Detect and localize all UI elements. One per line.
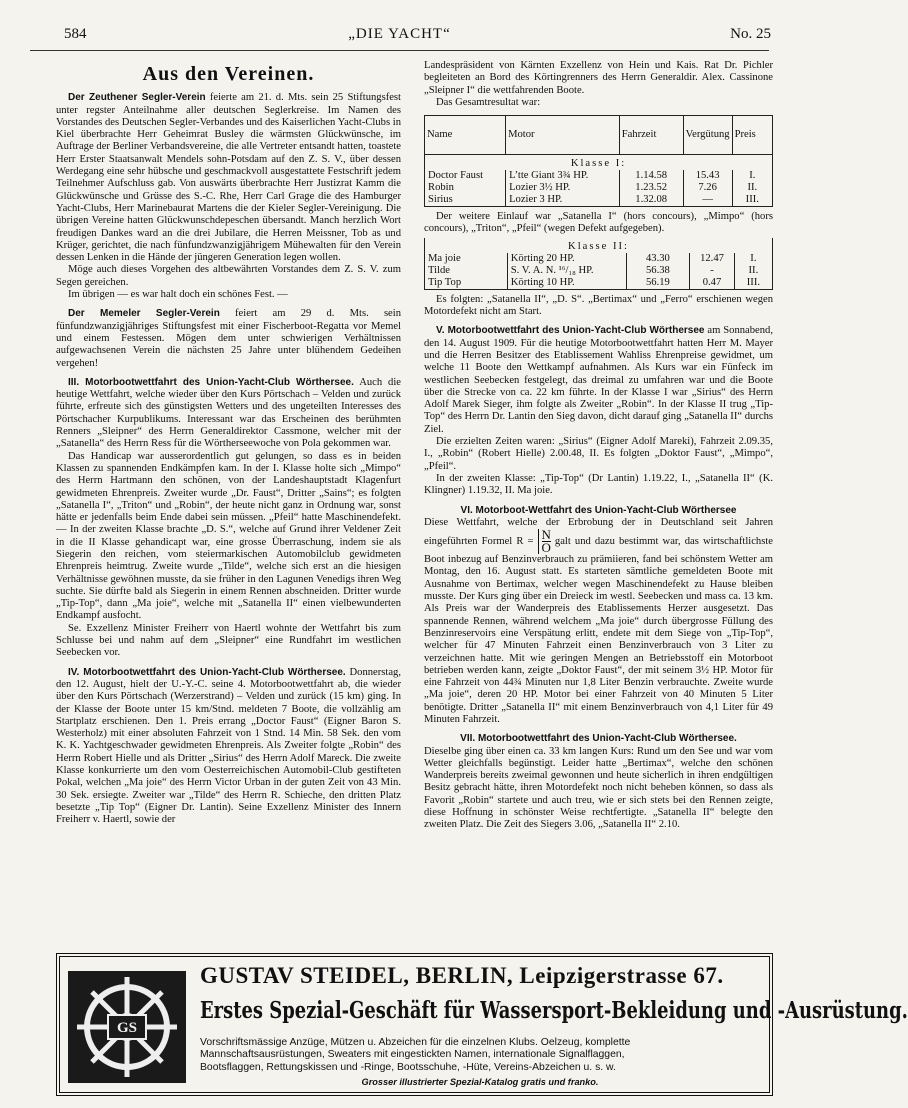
article-lead: Der Memeler Segler-Verein [68, 308, 220, 320]
article-paragraph [56, 308, 401, 369]
results-table-class2 [424, 238, 773, 290]
article-text: Se. Exzellenz Minister Freiherr von Haertl wohnte der Wettfahrt bis zum Schlusse bei und nahm auf dem „Sleipner“ eine Rundfahrt im westlichen Seebecken vor. [56, 622, 401, 659]
ship-wheel-logo-icon [68, 971, 186, 1083]
ad-subtitle: Erstes Spezial-Geschäft für Wassersport-Bekleidung und -Ausrüstung. [200, 997, 908, 1024]
header-rule [30, 50, 769, 51]
article-paragraph [56, 289, 401, 301]
table-cell: II. [734, 265, 772, 277]
table-cell: Tilde [425, 265, 508, 277]
table-row [425, 182, 773, 194]
header-motor: Motor [506, 116, 620, 155]
header-verguetung-text: Vergütung [685, 129, 730, 141]
ad-line: Vorschriftsmässige Anzüge, Mützen u. Abzeichen für die einzelnen Klubs. Oelzeug, komplette [200, 1037, 631, 1048]
table-cell: 12.47 [690, 253, 735, 265]
table-cell: II. [732, 182, 772, 194]
class1-body [425, 155, 773, 207]
article-text: Auch die heutige Wettfahrt, welche wieder über den Kurs Pörtschach – Velden und zurück führte, erfreute sich des günstigsten Wetters und des ungeteilten Interesses des Pörtschacher Kurpublikums. Interessant war das Erscheinen des berühmten Renners „Sleipner“ des Herrn Generaldirektor Cassmone, welcher mit der „Satanella“ des Herrn Ress für die Wörtherseewoche von Pola gekommen war. [56, 376, 401, 450]
formula [538, 529, 551, 554]
header-name: Name [425, 116, 506, 155]
section-title: Aus den Vereinen. [142, 63, 315, 85]
header-preis: Preis [732, 116, 772, 155]
table-cell: S. V. A. N. ¹⁶/₁₈ HP. [507, 265, 626, 277]
vii-lead: VII. Motorbootwettfahrt des Union-Yacht-Club Wörthersee. [460, 733, 737, 745]
right-intro: Landespräsident von Kärnten Exzellenz von Hein und Kais. Rat Dr. Pichler begleiteten an Bord des Körtingrenners des Herrn Generaldir. Alex. Cassinone „Sleipner I“ die wettfahrenden Boote. [424, 60, 773, 96]
formula-numerator: N [541, 527, 551, 543]
table-cell: 15.43 [683, 170, 732, 182]
article-text: feierte am 21. d. Mts. sein 25 Stiftungsfest unter regster Anteilnahme aller deutschen Seglerkreise. Im Namen des Vorstandes des Deutschen Segler-Verbandes und des Kaiserlichen Yacht-Clubs in Kiel überbrachte Herr Geheimrat Busley die wärmsten Glückwünsche, im Auftrage der Berliner Verbandsvereine, die alle Vertreter entsandt hatten, toastete Herr Erster Staatsanwalt Mendels sohn-Potsdam auf den Z. S. V., über dessen Werdegang eine sehr hübsche und geschmackvoll ausgestattete Festschrift jedem Teilnehmer Aufschluss gab. Von auswärts überbrachte Herr Justizrat Kamm die Glückwünsche und Grüsse des S.-C. Rhe, Herr Carl Grage die des Hamburger Yacht-Clubs, Herr Marinebaurat Martens die der Kieler Segler-Vereinigung. Die übrigen Vereine hatten Glückwunschdepeschen übersandt. Manch herzlich Wort freudigen Dankes ward an die drei Jubilare, die Herren Meissner, Tob as und Krüger, gerichtet, die nach fünfundzwanzigjährigem Mühewalten für den Verein dessen Lenken in die Hände der jüngeren Generation legen wollen. [56, 92, 401, 264]
article-text: In der zweiten Klasse: „Tip-Top“ (Dr Lantin) 1.19.22, I., „Satanella II“ (K. Klingner) 1.19.32, II. Ma joie. [424, 472, 773, 497]
table-cell: 43.30 [626, 253, 690, 265]
table-row [425, 253, 773, 265]
article-paragraph [56, 623, 401, 660]
formula-denominator: O [541, 540, 551, 556]
results-label: Das Gesamtresultat war: [436, 96, 541, 108]
class2-body [425, 238, 773, 290]
article-paragraph [424, 325, 773, 436]
table-cell: Körting 10 HP. [507, 277, 626, 290]
vii-paragraph: Dieselbe ging über einen ca. 33 km langen Kurs: Rund um den See und war vom Wetter gleichfalls begünstigt. Leider hatte „Bertimax“, welche den schönen Wanderpreis bereits zweimal gewonnen und heute sicherlich in ihren endgültigen Besitz gebracht hätte, ihren Motordefekt noch nicht beheben können, so dass als Favorit „Robin“ startete und auch treu, wie er sich stets bei den Rennen zeigte, diese Hoffnung in schönster Weise rechtfertigte. „Satanella II“ belegte den zweiten Platz. Die Zeit des Siegers 3.06, „Satanella II“ 2.10. [424, 745, 773, 831]
article-text: Donnerstag, den 12. August, hielt der U.-Y.-C. seine 4. Motorbootwettfahrt ab, die wieder über den Kurs Pörtschach (Werzerstrand) – Velden und zurück (15 km) ging. In der Klasse der Boote unter 15 km/Stnd. meldeten 7 Boote, die vollzählig am Startplatz erschienen. Den 1. Preis errang „Doctor Faust“ (Eigner Baron S. Westerholz) mit einer absoluten Fahrzeit von 1 Stnd. 14 Min. 58 Sek. den vom K. K. Yachtgeschwader gewidmeten Ehrenpreis. Als Zweiter folgte „Robin“ des Herrn Robert Hielle und als Dritter „Sirius“ des Herrn Adolf Mareck. Die zweite Klasse konkurrierte um den vom Oesterreichischen Automobil-Club gestifteten Pokal, welchen „Ma joie“ des Herrn Victor Urban in der guten Zeit von 43 Min. 30 Sek. ersiegte. Zweiter war „Tilde“ des Herrn R. Schieche, den dritten Platz besetzte „Tip Top“ (Eigner Dr. Lantin). Seine Exzellenz Minister des Innern Freiherr v. Haertl, sowie der [56, 666, 401, 826]
right-column [424, 60, 773, 832]
table-cell: 56.19 [626, 277, 690, 290]
table-cell: 56.38 [626, 265, 690, 277]
table-cell: Robin [425, 182, 506, 194]
advertisement [56, 953, 908, 1096]
header-fahrzeit: Fahrzeit [619, 116, 683, 155]
right-paragraphs [424, 325, 773, 497]
ad-line: Bootsflaggen, Rettungskissen und -Ringe, Bootsschuhe, -Hüte, Vereins-Abzeichen u. s. w. [200, 1061, 616, 1073]
class-label-row [425, 238, 773, 253]
journal-title: „DIE YACHT“ [348, 26, 451, 42]
issue-number: No. 25 [730, 26, 771, 42]
article-paragraph [56, 377, 401, 451]
table-cell: 1.14.58 [619, 170, 683, 182]
table-cell: Tip Top [425, 277, 508, 290]
header-verguetung [683, 116, 732, 155]
results-table [424, 115, 773, 207]
article-paragraph [56, 667, 401, 827]
class-label: Klasse II: [425, 238, 773, 253]
article-text: Das Handicap war ausserordentlich gut gelungen, so dass es in beiden Klassen zu spannenden Endkämpfen kam. In der I. Klasse holte sich „Mimpo“ des Herrn Hartmann den schönen, von der Landeshauptstadt Klagenfurt gewidmeten Ehrenpreis. Zweiter wurde „Dr. Faust“, Dritter „Sains“; es folgten „Satanella I“, „Triton“ und „Robin“, der heute nicht ganz in Ordnung war, sonst hätte er jedenfalls beim Ende dabei sein müssen. „Pfeil“ hatte Maschinendefekt. — In der zweiten Klasse brachte „D. S.“, welche auf Grund ihrer Veldener Zeit in die II Klasse gehandicapt war, eine grosse Überraschung, indem sie als Siegerin den reichen, vom steiermarkischen Automobilclub gewidmeten Ehrenpreis heimtrug. Zweite wurde „Tilde“, welche sich erst an die hiesigen Verhältnisse gewöhnen musste, da sie früher in den Lagunen Venedigs ihren Weg suchte. Sie dürfte bald als Siegerin in einem Rennen abschneiden. Dritter wurde „Tip-Top“, dann „Ma joie“, welche mit „Satanella II“ einen vielbewunderten Endkampf ausfocht. [56, 450, 401, 622]
ad-title: GUSTAV STEIDEL, BERLIN, Leipzigerstrasse 67. [200, 963, 724, 988]
ad-catalog-note: Grosser illustrierter Spezial-Katalog gratis und franko. [361, 1077, 599, 1088]
vii-heading [424, 733, 773, 745]
table-cell: I. [734, 253, 772, 265]
vi-lead: VI. Motorboot-Wettfahrt des Union-Yacht-Club Wörthersee [460, 504, 737, 516]
class-label: Klasse I: [425, 155, 773, 171]
table-cell: — [683, 194, 732, 207]
article-paragraph [424, 436, 773, 473]
table-cell: III. [732, 194, 772, 207]
class2-note: Es folgten: „Satanella II“, „D. S“. „Bertimax“ und „Ferro“ erschienen wegen Motordefekt nicht am Start. [424, 293, 773, 318]
article-paragraph [56, 92, 401, 264]
vi-text-b: galt und dazu bestimmt war, das wirtschaftlichste Boot inbezug auf Benzinverbrauch zu prämiieren, fand bei schönstem Wetter am Montag, den 16. August statt. Es starteten sämtliche gemeldeten Boote mit Ausnahme von Bertimax, welcher wegen Maschinendefekt zu Hause bleiben musste. Der Kurs ging über ein Dreieck im westl. Seebecken und mass ca. 13 km. Als Preis war der Wanderpreis des Etablissements Herzer ausgesetzt. Das spannende Rennen, während welchem „Ma joie“ durch übergrosse Füllung des Benzinreservoirs eine Verspätung erlitt, endete mit dem Siege von „Tip-Top“, welcher für 47 Minuten Fahrzeit einen Benzinverbrauch von 3 Liter zu verzeichnen hatte. Mit wie geringen Mengen an Betriebsstoff ein Motorboot betrieben werden kann, zeigte „Doktor Faust“, der mit seinem 3½ HP. Motor für eine Fahrzeit von 44¾ Minuten nur 1,8 Liter Benzin verbrauchte. Zweite wurde „Ma joie“, deren 20 HP. Motor bei einer Fahrzeit von 40 Minuten 5 Liter benötigte. Dritter „Satanella II“ mit einem Benzinverbrauch von 4,1 Liter für 49 Minuten Fahrzeit. [424, 536, 774, 725]
ad-body [200, 1037, 760, 1089]
table-cell: 7.26 [683, 182, 732, 194]
table-header-row [425, 116, 773, 155]
page-number: 584 [64, 26, 87, 42]
table-cell: Lozier 3½ HP. [506, 182, 620, 194]
table-cell: Ma joie [425, 253, 508, 265]
article-paragraph [424, 473, 773, 498]
table-cell: Lozier 3 HP. [506, 194, 620, 207]
article-lead: Der Zeuthener Segler-Verein [68, 92, 206, 104]
table-row [425, 194, 773, 207]
table-cell: Sirius [425, 194, 506, 207]
class1-note: Der weitere Einlauf war „Satanella I“ (hors concours), „Mimpo“ (hors concours), „Triton“, „Pfeil“ (wegen Defekt aufgegeben). [424, 211, 773, 235]
article-lead: IV. Motorbootwettfahrt des Union-Yacht-Club Wörthersee. [68, 666, 346, 678]
table-cell: 0.47 [690, 277, 735, 290]
article-text: feiert am 29 d. Mts. sein fünfundzwanzigjähriges Stiftungsfest mit einer Fischerboot-Regatta vor Memel und einem Festessen. Mögen dem unter schwierigen Verhältnissen aufgewachsenen Verein die nächsten 25 Jahre unter blühendem Gedeihen vergehen! [56, 308, 402, 369]
table-cell: III. [734, 277, 772, 290]
article-text: Im übrigen — es war halt doch ein schönes Fest. — [68, 289, 288, 301]
table-row [425, 265, 773, 277]
article-lead: III. Motorbootwettfahrt des Union-Yacht-Club Wörthersee. [68, 376, 354, 388]
class-label-row [425, 155, 773, 171]
left-column [56, 62, 401, 827]
table-row [425, 170, 773, 182]
table-cell: 1.23.52 [619, 182, 683, 194]
article-lead: V. Motorbootwettfahrt des Union-Yacht-Club Wörthersee [436, 325, 705, 337]
table-cell: - [690, 265, 735, 277]
article-paragraph [56, 264, 401, 289]
svg-text:GS: GS [116, 1020, 138, 1036]
table-cell: Körting 20 HP. [507, 253, 626, 265]
article-text: Die erzielten Zeiten waren: „Sirius“ (Eigner Adolf Mareki), Fahrzeit 2.09.35, I., „Robin“ (Robert Hielle) 2.00.48, II. Es folgten „Doktor Faust“, „Mimpo“, „Pfeil“. [424, 436, 773, 472]
vi-heading [424, 505, 773, 517]
ad-line: Mannschaftsausrüstungen, Sweaters mit eingestickten Namen, internationale Signalflaggen, [200, 1049, 625, 1061]
table-cell: L’tte Giant 3¾ HP. [506, 170, 620, 182]
article-paragraph [56, 451, 401, 623]
table-cell: Doctor Faust [425, 170, 506, 182]
table-row [425, 277, 773, 290]
vi-text-a: Diese Wettfahrt, welche der Erbrobung der in Deutschland seit Jahren eingeführten Formel R = [424, 516, 773, 548]
left-paragraphs [56, 92, 401, 826]
table-cell: 1.32.08 [619, 194, 683, 207]
vi-paragraph [424, 517, 773, 726]
table-cell: I. [732, 170, 772, 182]
article-text: am Sonnabend, den 14. August 1909. Für die heutige Motorbootwettfahrt hatten Herr M. Mayer und die Herren Besitzer des Etablissement Wahliss Ehrenpreise gewidmet, um welche 11 Boote den Wettkampf aufnahmen. Als Kurs war ein Fünfeck im westlichen Seebecken festgelegt, das dreimal zu umfahren war und die Boote über die Strecke von ca. 22 km führte. In der Klasse I war „Sirius“ des Herrn Adolf Marek Sieger, ihm folgte als Zweiter „Robin“. In der Klasse II trug „Tip-Top“ des Herrn Dr. Lantin den Sieg davon, dicht darauf ging „Satanella II“ durchs Ziel. [424, 325, 774, 435]
article-text: Möge auch dieses Vorgehen des altbewährten Vorstandes dem Z. S. V. zum Segen gereichen. [56, 264, 401, 288]
